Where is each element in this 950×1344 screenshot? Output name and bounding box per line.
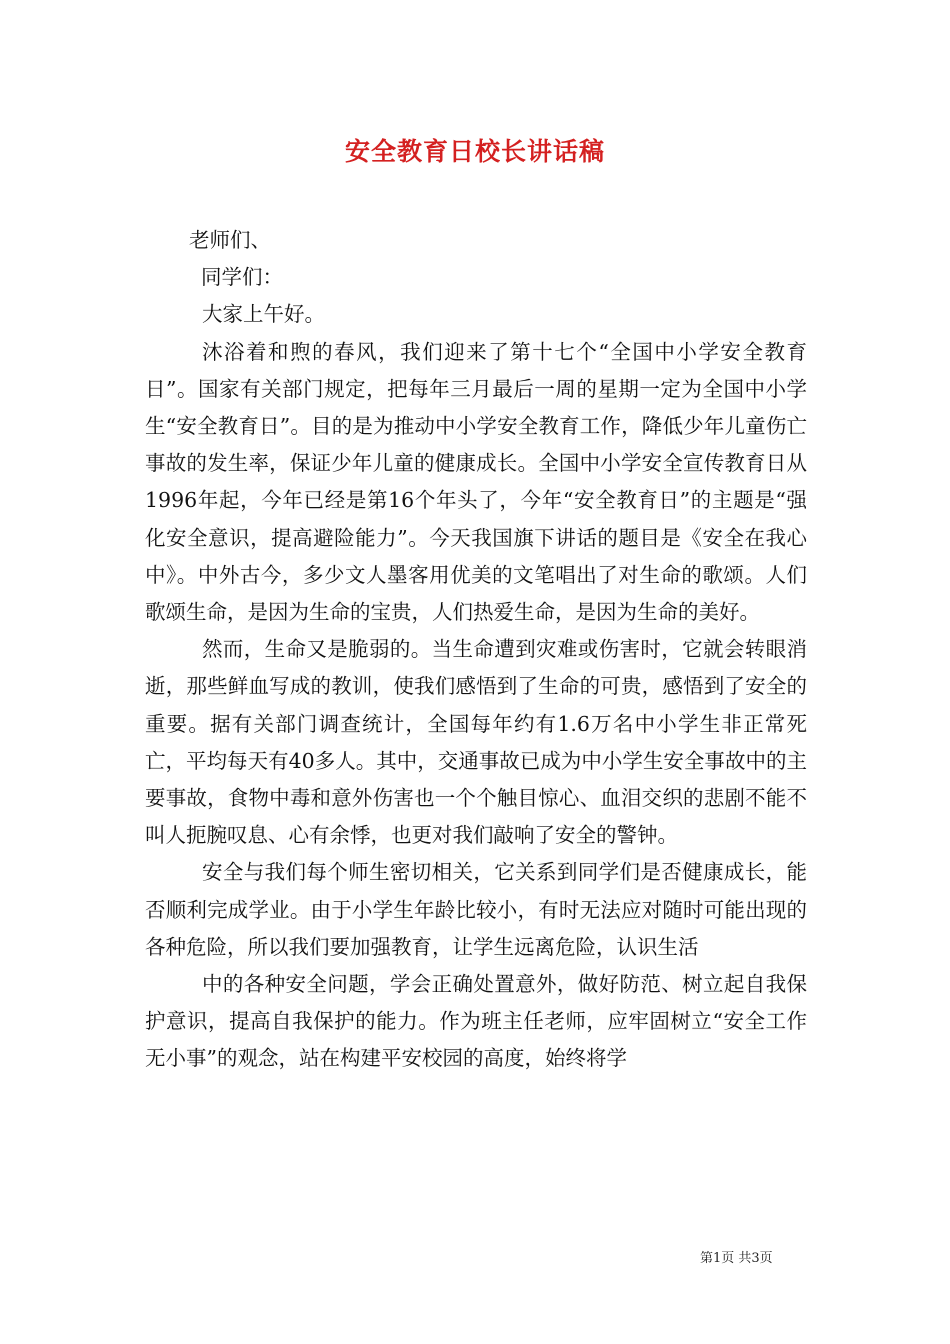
page-number-footer: 第1页 共3页 bbox=[700, 1251, 773, 1266]
greeting: 大家上午好。 bbox=[202, 302, 325, 327]
paragraph-2: 然而，生命又是脆弱的。当生命遭到灾难或伤害时，它就会转眼消逝，那些鲜血写成的教训，使我们感悟到了生命的可贵，感悟到了安全的重要。据有关部门调查统计，全国每年约有1.6万名中小学生非正常死亡，平均每天有40多人。其中，交通事故已成为中小学生安全事故中的主要事故，食物中毒和意外伤害也一个个触目惊心、血泪交织的悲剧不能不叫人扼腕叹息、心有余悸，也更对我们敲响了安全的警钟。 bbox=[145, 637, 807, 848]
document-title: 安全教育日校长讲话稿 bbox=[344, 137, 605, 166]
paragraph-3: 安全与我们每个师生密切相关，它关系到同学们是否健康成长，能否顺利完成学业。由于小学生年龄比较小，有时无法应对随时可能出现的各种危险，所以我们要加强教育，让学生远离危险，认识生活 bbox=[145, 860, 807, 959]
document-body bbox=[145, 222, 807, 1078]
salutation-students: 同学们： bbox=[201, 265, 283, 290]
paragraph-1: 沐浴着和煦的春风，我们迎来了第十七个“全国中小学安全教育日”。国家有关部门规定，把每年三月最后一周的星期一定为全国中小学生“安全教育日”。目的是为推动中小学安全教育工作，降低少年儿童伤亡事故的发生率，保证少年儿童的健康成长。全国中小学安全宣传教育日从1996年起，今年已经是第16个年头了，今年“安全教育日”的主题是“强化安全意识，提高避险能力”。今天我国旗下讲话的题目是《安全在我心中》。中外古今，多少文人墨客用优美的文笔唱出了对生命的歌颂。人们歌颂生命，是因为生命的宝贵，人们热爱生命，是因为生命的美好。 bbox=[145, 339, 807, 625]
paragraph-4: 中的各种安全问题，学会正确处置意外，做好防范、树立起自我保护意识，提高自我保护的能力。作为班主任老师，应牢固树立“安全工作无小事”的观念，站在构建平安校园的高度，始终将学 bbox=[145, 972, 807, 1071]
salutation-teachers: 老师们、 bbox=[189, 228, 271, 252]
